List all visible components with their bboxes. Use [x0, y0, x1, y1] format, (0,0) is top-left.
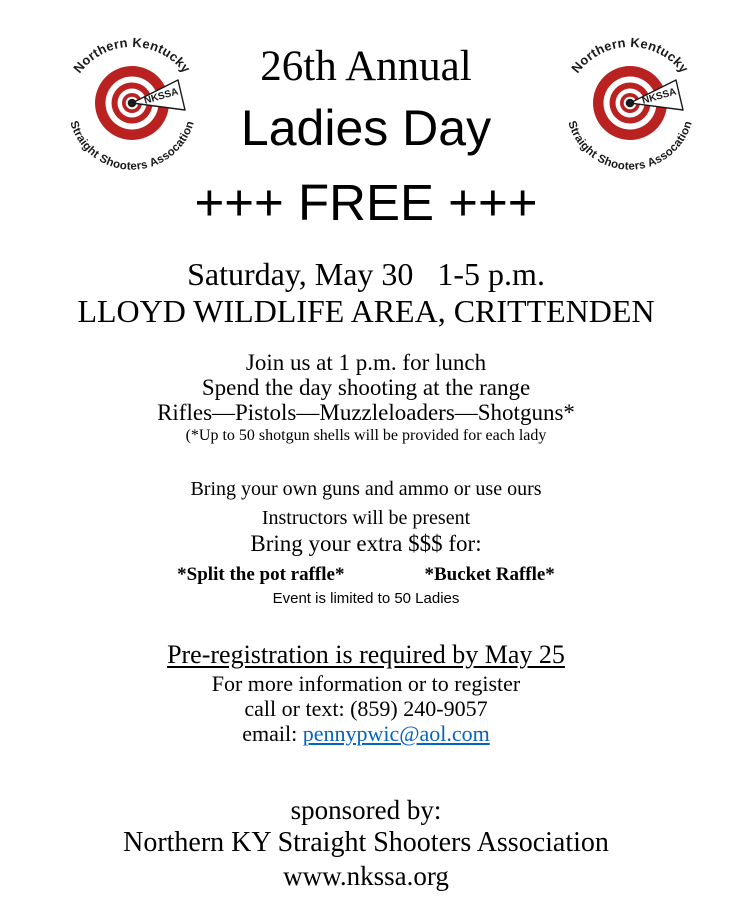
pennant-label: NKSSA [640, 86, 678, 107]
raffle-bucket: *Bucket Raffle* [424, 564, 555, 585]
logo-arc-top-text: Northern Kentucky [568, 34, 692, 76]
title-ladies-day: Ladies Day [240, 100, 492, 156]
pennant-label: NKSSA [142, 86, 180, 107]
raffle-split-pot: *Split the pot raffle* [177, 564, 345, 585]
preregistration-deadline: Pre-registration is required by May 25 [167, 640, 565, 669]
registration-info: For more information or to register [211, 671, 521, 696]
registration-email-line [0, 721, 732, 746]
extras-instructors: Instructors will be present [261, 507, 471, 529]
sponsored-by-label: sponsored by: [290, 795, 442, 825]
sponsor-website: www.nkssa.org [283, 861, 449, 891]
email-label: email: [242, 721, 303, 746]
detail-lunch: Join us at 1 p.m. for lunch [245, 350, 487, 375]
detail-disciplines: Rifles—Pistols—Muzzleloaders—Shotguns* [157, 400, 575, 425]
event-location: LLOYD WILDLIFE AREA, CRITTENDEN [77, 293, 655, 329]
registration-phone: call or text: (859) 240-9057 [244, 696, 488, 721]
sponsor-org-name: Northern KY Straight Shooters Association [123, 827, 609, 858]
title-annual: 26th Annual [260, 43, 472, 90]
detail-shells-note: (*Up to 50 shotgun shells will be provided for each lady [185, 427, 547, 444]
logo-arc-top-text: Northern Kentucky [70, 34, 194, 76]
extras-guns: Bring your own guns and ammo or use ours [190, 478, 542, 500]
raffle-row [0, 563, 732, 587]
logo-arc-bottom-text: Straight Shooters Assocation [67, 119, 197, 173]
event-limit-note: Event is limited to 50 Ladies [272, 590, 460, 607]
logo-arc-bottom-text: Straight Shooters Assocation [565, 119, 695, 173]
event-datetime: Saturday, May 30 1-5 p.m. [187, 256, 545, 292]
detail-range: Spend the day shooting at the range [201, 375, 531, 400]
title-free: +++ FREE +++ [194, 174, 538, 231]
email-link[interactable]: pennypwic@aol.com [302, 721, 490, 746]
extras-money: Bring your extra $$$ for: [250, 531, 482, 556]
